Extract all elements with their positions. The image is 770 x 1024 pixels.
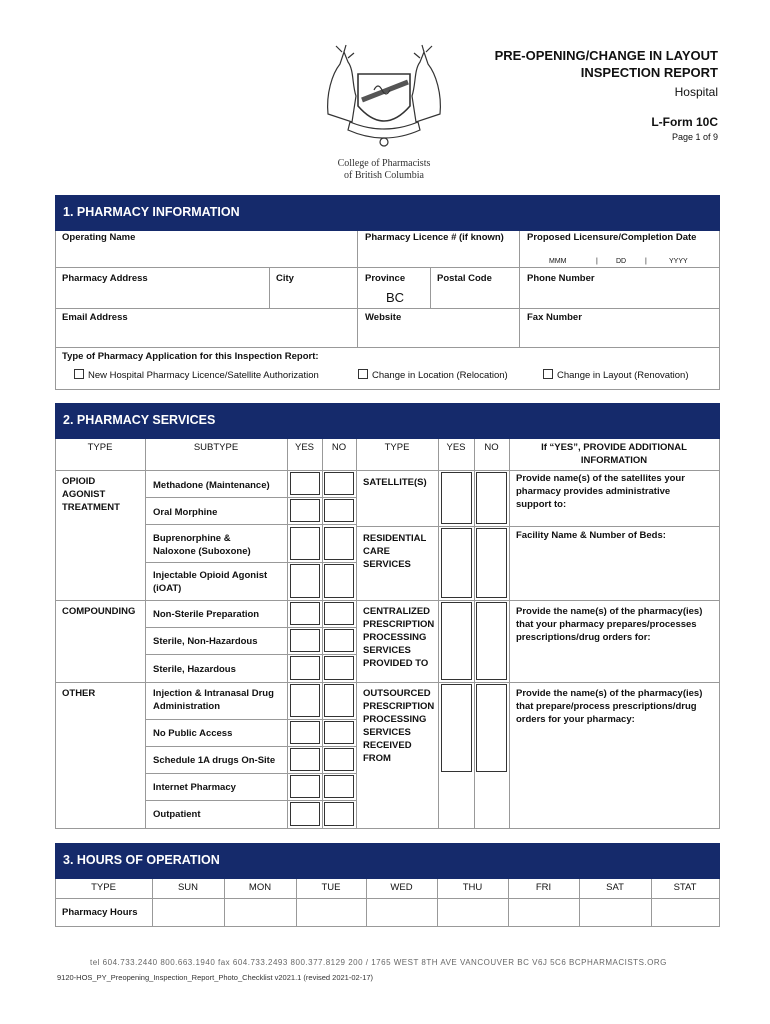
subtype-buprenorphine: Buprenorphine & Naloxone (Suboxone) bbox=[153, 533, 251, 557]
divider bbox=[55, 439, 56, 828]
divider bbox=[145, 524, 357, 525]
province-value: BC bbox=[386, 290, 405, 305]
no-checkbox[interactable] bbox=[324, 527, 354, 560]
divider bbox=[357, 231, 358, 347]
col-header-yes: YES bbox=[294, 442, 314, 453]
no-checkbox[interactable] bbox=[476, 684, 507, 772]
phone-field[interactable]: Phone Number bbox=[527, 273, 595, 284]
completion-date-field[interactable]: Proposed Licensure/Completion Date bbox=[527, 232, 697, 243]
no-checkbox[interactable] bbox=[324, 564, 354, 598]
divider bbox=[55, 347, 720, 348]
subtype-injection: Injection & Intranasal Drug Administration bbox=[153, 688, 274, 712]
divider bbox=[55, 308, 720, 309]
subtype-sterile-nonhazardous: Sterile, Non-Hazardous bbox=[153, 636, 258, 647]
hours-col-sun: SUN bbox=[177, 882, 199, 893]
date-format-sep: | bbox=[645, 258, 647, 265]
type-compounding: COMPOUNDING bbox=[62, 606, 136, 617]
hours-col-type: TYPE bbox=[91, 882, 116, 893]
option-relocation: Change in Location (Relocation) bbox=[372, 370, 508, 381]
yes-checkbox[interactable] bbox=[290, 602, 320, 625]
licence-field[interactable]: Pharmacy Licence # (if known) bbox=[365, 232, 504, 243]
yes-checkbox[interactable] bbox=[290, 629, 320, 652]
no-checkbox[interactable] bbox=[476, 528, 507, 598]
fax-field[interactable]: Fax Number bbox=[527, 312, 582, 323]
no-checkbox[interactable] bbox=[324, 656, 354, 680]
yes-checkbox[interactable] bbox=[290, 684, 320, 717]
address-field[interactable]: Pharmacy Address bbox=[62, 273, 148, 284]
no-checkbox[interactable] bbox=[324, 721, 354, 744]
college-name bbox=[318, 158, 450, 182]
col-header-no: NO bbox=[331, 442, 347, 453]
subtype-no-public-access: No Public Access bbox=[153, 728, 233, 739]
section1-header: 1. PHARMACY INFORMATION bbox=[55, 195, 720, 231]
yes-checkbox[interactable] bbox=[290, 775, 320, 798]
yes-checkbox[interactable] bbox=[290, 472, 320, 495]
divider bbox=[55, 231, 56, 389]
type-other: OTHER bbox=[62, 688, 96, 699]
option-renovation: Change in Layout (Renovation) bbox=[557, 370, 689, 381]
section3-header: 3. HOURS OF OPERATION bbox=[55, 843, 720, 879]
divider bbox=[269, 267, 270, 308]
subtype-schedule-1a: Schedule 1A drugs On-Site bbox=[153, 755, 276, 766]
type-outsourced: OUTSOURCED PRESCRIPTION PROCESSING SERVICES RECEIVED FROM bbox=[363, 688, 435, 764]
col-header-info-line2: INFORMATION bbox=[580, 455, 648, 466]
yes-checkbox[interactable] bbox=[441, 602, 472, 680]
hours-input-thu[interactable] bbox=[438, 899, 507, 925]
hours-input-mon[interactable] bbox=[225, 899, 295, 925]
document-title-line2: INSPECTION REPORT bbox=[580, 65, 718, 80]
divider bbox=[55, 828, 720, 829]
document-title-line1: PRE-OPENING/CHANGE IN LAYOUT bbox=[494, 48, 718, 63]
website-field[interactable]: Website bbox=[365, 312, 402, 323]
yes-checkbox[interactable] bbox=[290, 564, 320, 598]
college-name-line1: College of Pharmacists bbox=[337, 158, 431, 169]
subtype-methadone: Methadone (Maintenance) bbox=[153, 480, 270, 491]
col-header-no: NO bbox=[484, 442, 499, 453]
checkbox-icon[interactable] bbox=[543, 369, 553, 379]
info-outsourced[interactable]: Provide the name(s) of the pharmacy(ies) that prepare/process prescriptions/drug orders for your pharmacy: bbox=[516, 688, 703, 725]
subtype-outpatient: Outpatient bbox=[153, 809, 201, 820]
postal-code-field[interactable]: Postal Code bbox=[437, 273, 492, 284]
footer-form-code: 9120-HOS_PY_Preopening_Inspection_Report_Photo_Checklist v2021.1 (revised 2021-02-17) bbox=[57, 973, 374, 982]
email-field[interactable]: Email Address bbox=[62, 312, 128, 323]
yes-checkbox[interactable] bbox=[290, 527, 320, 560]
divider bbox=[145, 800, 357, 801]
col-header-type: TYPE bbox=[384, 442, 410, 453]
checkbox-icon[interactable] bbox=[74, 369, 84, 379]
divider bbox=[430, 267, 431, 308]
no-checkbox[interactable] bbox=[324, 775, 354, 798]
divider bbox=[719, 439, 720, 828]
no-checkbox[interactable] bbox=[476, 472, 507, 524]
divider bbox=[719, 231, 720, 389]
hours-col-stat: STAT bbox=[673, 882, 697, 893]
subtype-sterile-hazardous: Sterile, Hazardous bbox=[153, 664, 236, 675]
col-header-type: TYPE bbox=[87, 442, 113, 453]
yes-checkbox[interactable] bbox=[290, 656, 320, 680]
option-new-licence: New Hospital Pharmacy Licence/Satellite Authorization bbox=[88, 370, 319, 381]
date-format-mmm: MMM bbox=[549, 258, 567, 265]
type-residential: RESIDENTIAL CARE SERVICES bbox=[363, 533, 427, 570]
type-centralized: CENTRALIZED PRESCRIPTION PROCESSING SERVICES PROVIDED TO bbox=[363, 606, 435, 669]
no-checkbox[interactable] bbox=[324, 802, 354, 826]
hours-row-label: Pharmacy Hours bbox=[62, 907, 138, 918]
divider bbox=[145, 497, 357, 498]
col-header-subtype: SUBTYPE bbox=[193, 442, 239, 453]
divider bbox=[145, 562, 357, 563]
divider bbox=[55, 389, 720, 390]
col-header-info-line1: If “YES”, PROVIDE ADDITIONAL bbox=[541, 442, 687, 453]
info-satellites[interactable]: Provide name(s) of the satellites your pharmacy provides administrative support to: bbox=[516, 473, 685, 510]
divider bbox=[55, 470, 720, 471]
yes-checkbox[interactable] bbox=[441, 472, 472, 524]
divider bbox=[145, 654, 357, 655]
divider bbox=[719, 879, 720, 926]
divider bbox=[509, 439, 510, 828]
divider bbox=[474, 439, 475, 828]
document-subtitle: Hospital bbox=[674, 85, 718, 99]
divider bbox=[145, 746, 357, 747]
divider bbox=[438, 439, 439, 828]
hours-input-stat[interactable] bbox=[652, 899, 718, 925]
divider bbox=[55, 926, 720, 927]
yes-checkbox[interactable] bbox=[441, 528, 472, 598]
yes-checkbox[interactable] bbox=[290, 748, 320, 771]
info-residential[interactable]: Facility Name & Number of Beds: bbox=[516, 530, 666, 541]
hours-input-tue[interactable] bbox=[297, 899, 365, 925]
hours-input-wed[interactable] bbox=[367, 899, 436, 925]
divider bbox=[145, 627, 357, 628]
operating-name-field[interactable]: Operating Name bbox=[62, 232, 136, 243]
hours-col-fri: FRI bbox=[535, 882, 552, 893]
footer-contact: tel 604.733.2440 800.663.1940 fax 604.733.2493 800.377.8129 200 / 1765 WEST 8TH AVE VANCOUVER BC V6J 5C6 BCPHARMACISTS.ORG bbox=[90, 958, 667, 967]
type-opioid: OPIOID AGONIST TREATMENT bbox=[62, 476, 120, 513]
subtype-internet: Internet Pharmacy bbox=[153, 782, 236, 793]
college-name-line2: of British Columbia bbox=[344, 170, 424, 181]
divider bbox=[55, 267, 720, 268]
page-number: Page 1 of 9 bbox=[671, 132, 718, 142]
hours-col-thu: THU bbox=[462, 882, 483, 893]
col-header-info bbox=[509, 441, 719, 467]
divider bbox=[55, 600, 720, 601]
divider bbox=[519, 231, 520, 347]
no-checkbox[interactable] bbox=[476, 602, 507, 680]
province-field[interactable]: Province bbox=[365, 273, 406, 284]
college-crest-icon bbox=[318, 44, 450, 156]
type-satellites: SATELLITE(S) bbox=[363, 477, 427, 488]
no-checkbox[interactable] bbox=[324, 602, 354, 625]
subtype-ioat: Injectable Opioid Agonist (iOAT) bbox=[153, 570, 268, 594]
checkbox-icon[interactable] bbox=[358, 369, 368, 379]
info-centralized[interactable]: Provide the name(s) of the pharmacy(ies) that your pharmacy prepares/processes prescriptions/drug orders for: bbox=[516, 606, 703, 643]
subtype-oral-morphine: Oral Morphine bbox=[153, 507, 218, 518]
no-checkbox[interactable] bbox=[324, 472, 354, 495]
divider bbox=[55, 682, 720, 683]
yes-checkbox[interactable] bbox=[441, 684, 472, 772]
city-field[interactable]: City bbox=[276, 273, 294, 284]
divider bbox=[145, 773, 357, 774]
hours-col-mon: MON bbox=[248, 882, 272, 893]
col-header-yes: YES bbox=[446, 442, 466, 453]
document-title bbox=[495, 47, 718, 81]
divider bbox=[356, 526, 720, 527]
subtype-nonsterile: Non-Sterile Preparation bbox=[153, 609, 260, 620]
yes-checkbox[interactable] bbox=[290, 802, 320, 826]
no-checkbox[interactable] bbox=[324, 629, 354, 652]
application-type-label: Type of Pharmacy Application for this Inspection Report: bbox=[62, 351, 319, 362]
section2-header: 2. PHARMACY SERVICES bbox=[55, 403, 720, 439]
yes-checkbox[interactable] bbox=[290, 499, 320, 522]
hours-input-fri[interactable] bbox=[509, 899, 578, 925]
hours-input-sat[interactable] bbox=[580, 899, 650, 925]
yes-checkbox[interactable] bbox=[290, 721, 320, 744]
hours-col-tue: TUE bbox=[321, 882, 341, 893]
hours-input-sun[interactable] bbox=[153, 899, 223, 925]
hours-col-sat: SAT bbox=[606, 882, 624, 893]
date-format-dd: DD bbox=[616, 258, 627, 265]
date-format-sep: | bbox=[596, 258, 598, 265]
no-checkbox[interactable] bbox=[324, 499, 354, 522]
form-id: L-Form 10C bbox=[651, 115, 718, 129]
date-format-yyyy: YYYY bbox=[669, 258, 688, 265]
divider bbox=[145, 719, 357, 720]
hours-col-wed: WED bbox=[390, 882, 413, 893]
no-checkbox[interactable] bbox=[324, 748, 354, 771]
no-checkbox[interactable] bbox=[324, 684, 354, 717]
